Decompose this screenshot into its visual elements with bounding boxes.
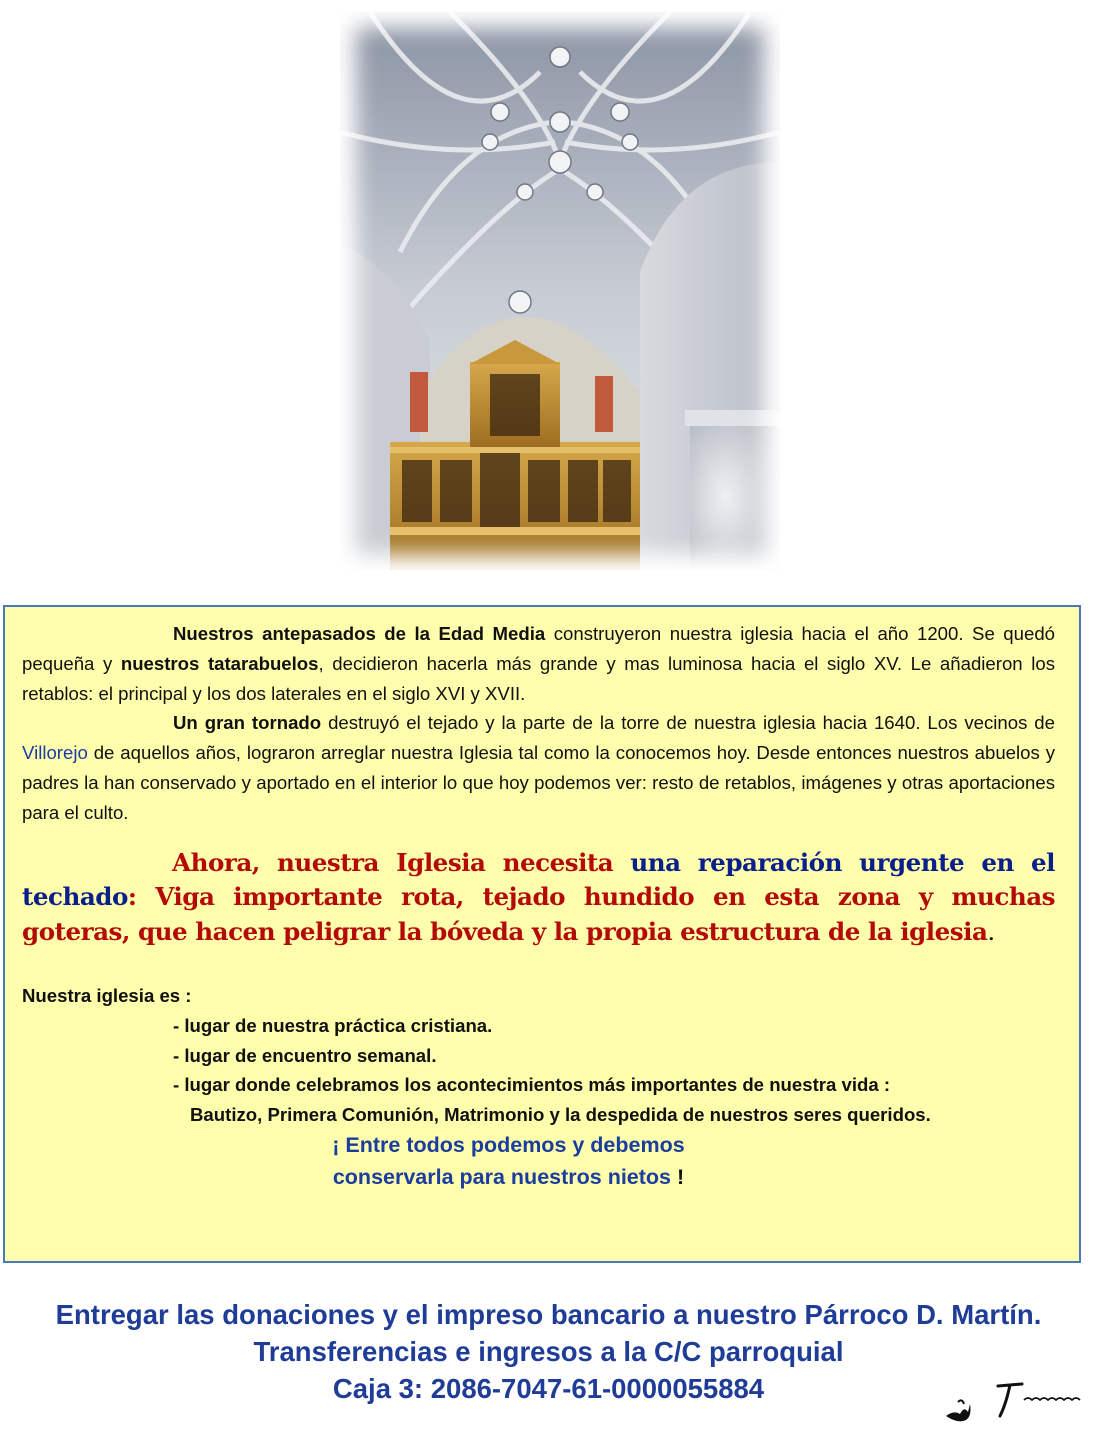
body-text: construyeron nuestra iglesia hacia el año 1200. Se quedó pequeña y <box>22 623 1056 674</box>
call-to-action <box>22 1130 1055 1193</box>
footer-line-1: Entregar las donaciones y el impreso bancario a nuestro Párroco D. Martín. <box>55 1299 1042 1330</box>
body-text: de aquellos años, lograron arreglar nuestra Iglesia tal como la conocemos hoy. Desde entonces nuestros abuelos y padres la han conservado y aportado en el interior lo que hoy podemos ver: resto de retablos, imágenes y otras aportaciones para el culto. <box>22 742 1055 823</box>
call-line-1: ¡ Entre todos podemos y debemos <box>332 1133 685 1158</box>
bold-phrase: Un gran tornado <box>173 712 322 734</box>
handwritten-signature-logo-icon <box>940 1376 1095 1428</box>
urgent-text: : Viga importante rota, tejado hundido en esta zona y muchas goteras, que hacen peligrar la bóveda y la propia estructura de la iglesia <box>22 882 1055 946</box>
list-sub-item: Bautizo, Primera Comunión, Matrimonio y la despedida de nuestros seres queridos. <box>190 1104 931 1126</box>
urgent-text: Ahora, nuestra Iglesia necesita <box>172 847 631 877</box>
intro-paragraph-1 <box>22 619 1055 708</box>
call-exclamation: ! <box>671 1164 685 1189</box>
call-line-2-text: conservarla para nuestros nietos <box>332 1164 672 1189</box>
urgent-end: . <box>987 916 995 946</box>
village-name: Villorejo <box>22 742 88 764</box>
call-line-2 <box>22 1162 995 1194</box>
body-text: , decidieron hacerla más grande y mas luminosa hacia el siglo XV. Le añadieron los retablos: el principal y los dos laterales en el siglo XVI y XVII. <box>22 652 1055 704</box>
intro-paragraph-2 <box>22 708 1055 827</box>
list-item: - lugar de nuestra práctica cristiana. <box>173 1014 493 1036</box>
text-box <box>3 605 1081 1263</box>
donation-footer <box>0 1296 1097 1407</box>
list-item: - lugar de encuentro semanal. <box>173 1044 437 1066</box>
list-item: - lugar donde celebramos los acontecimientos más importantes de nuestra vida : <box>173 1074 891 1096</box>
church-vault-altarpiece-photo-icon <box>340 12 780 570</box>
list-heading: Nuestra iglesia es : <box>22 985 192 1007</box>
urgent-paragraph <box>22 846 1055 950</box>
urgent-highlight: una reparación urgente en el techado <box>22 847 1055 912</box>
bank-account: Caja 3: 2086-7047-61-0000055884 <box>332 1373 765 1404</box>
bold-phrase: Nuestros antepasados de la Edad Media <box>173 623 546 644</box>
bold-phrase: nuestros tatarabuelos <box>120 652 319 674</box>
body-text: destruyó el tejado y la parte de la torre de nuestra iglesia hacia 1640. Los vecinos de <box>321 712 1055 734</box>
church-purpose-list <box>22 981 1055 1130</box>
footer-line-2: Transferencias e ingresos a la C/C parroquial <box>253 1336 844 1367</box>
signature-logo <box>940 1376 1095 1428</box>
church-photo <box>340 12 780 570</box>
